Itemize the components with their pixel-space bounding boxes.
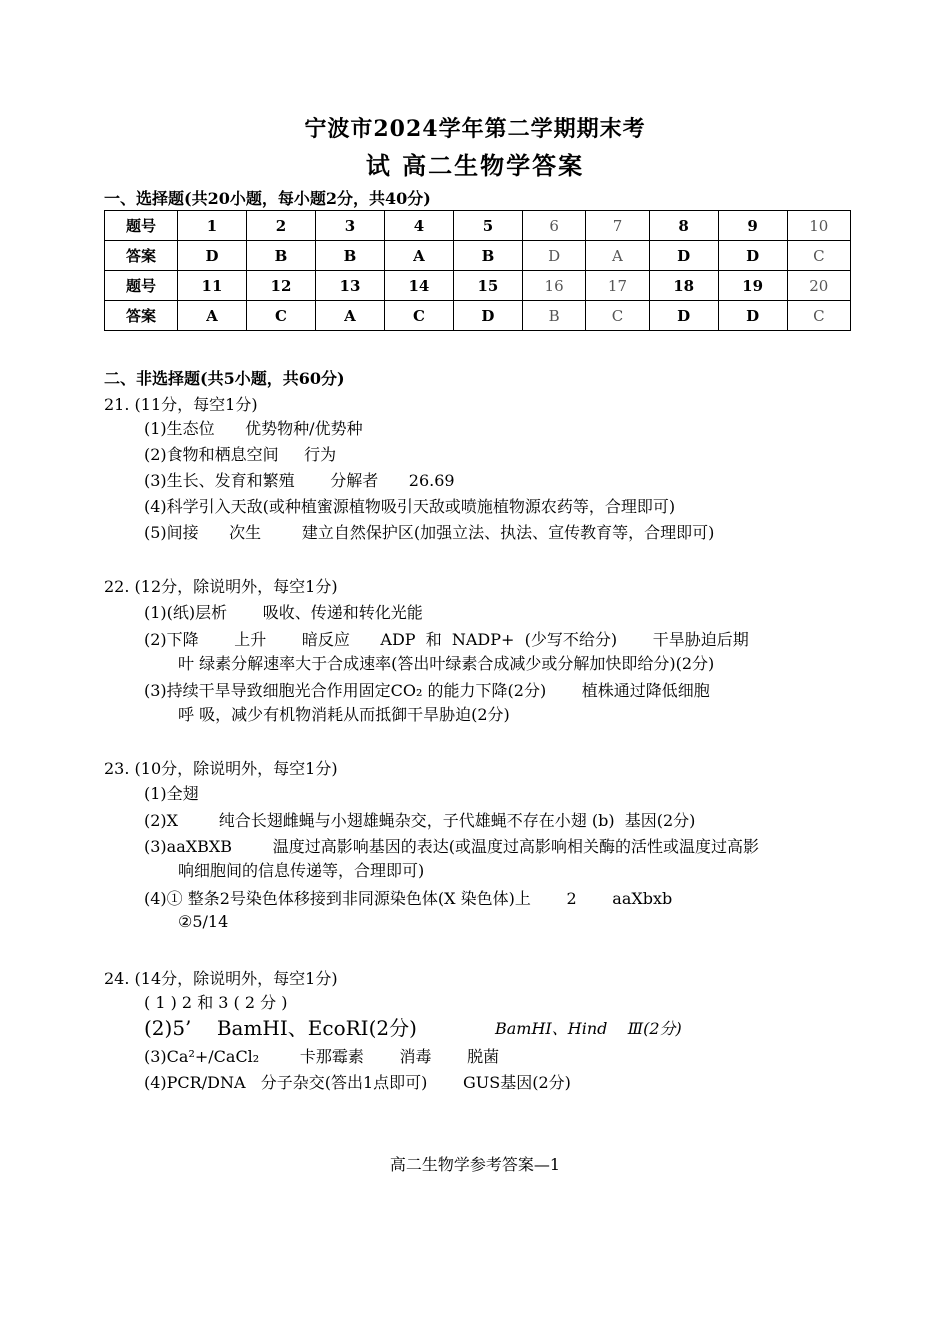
answer-cell: A: [586, 241, 649, 271]
answer-cell: C: [246, 301, 315, 331]
question-number-cell: 12: [246, 271, 315, 301]
q22-line-3: (3)持续干旱导致细胞光合作用固定CO₂ 的能力下降(2分) 植株通过降低细胞: [144, 681, 710, 700]
answer-cell: C: [787, 241, 850, 271]
answer-row-label: 答案: [105, 301, 178, 331]
question-number-cell: 10: [787, 211, 850, 241]
answer-table: [104, 210, 851, 331]
section1-heading: 一、选择题(共20小题，每小题2分，共40分): [104, 189, 431, 208]
answer-cell: D: [718, 241, 787, 271]
q22-line-1: (1)(纸)层析 吸收、传递和转化光能: [144, 603, 423, 622]
q22-heading: 22. (12分，除说明外，每空1分): [104, 577, 338, 596]
q24-line-4: (4)PCR/DNA 分子杂交(答出1点即可) GUS基因(2分): [144, 1073, 571, 1092]
question-number-cell: 20: [787, 271, 850, 301]
q21-line-2: (2)食物和栖息空间 行为: [144, 445, 337, 464]
answer-cell: C: [384, 301, 453, 331]
question-number-cell: 15: [453, 271, 522, 301]
answer-row-label: 答案: [105, 241, 178, 271]
q22-line-2-cont: 叶 绿素分解速率大于合成速率(答出叶绿素合成减少或分解加快即给分)(2分): [178, 654, 715, 673]
answer-cell: D: [178, 241, 247, 271]
answer-cell: D: [649, 241, 718, 271]
answer-cell: A: [178, 301, 247, 331]
question-number-cell: 11: [178, 271, 247, 301]
question-number-row: [105, 211, 851, 241]
answer-cell: B: [522, 301, 585, 331]
answer-cell: C: [586, 301, 649, 331]
q21-line-1: (1)生态位 优势物种/优势种: [144, 419, 363, 438]
page-title-line1: 宁波市2024学年第二学期期末考: [304, 116, 646, 142]
answer-cell: B: [453, 241, 522, 271]
page-footer: 高二生物学参考答案—1: [389, 1155, 561, 1174]
question-number-row-label: 题号: [105, 211, 178, 241]
question-number-cell: 3: [315, 211, 384, 241]
question-number-cell: 19: [718, 271, 787, 301]
answer-cell: A: [315, 301, 384, 331]
question-number-cell: 14: [384, 271, 453, 301]
q24-line-2: (2)5’ BamHI、EcoRI(2分): [144, 1016, 417, 1040]
q23-line-1: (1)全翅: [144, 784, 199, 803]
answer-row: [105, 301, 851, 331]
question-number-cell: 8: [649, 211, 718, 241]
question-number-cell: 16: [522, 271, 585, 301]
question-number-cell: 1: [178, 211, 247, 241]
answer-cell: D: [522, 241, 585, 271]
q24-line-1: ( 1 ) 2 和 3 ( 2 分 ): [144, 993, 288, 1012]
q24-line-2-extra: BamHI、Hind Ⅲ(2分): [495, 1019, 682, 1038]
answer-cell: D: [718, 301, 787, 331]
q21-heading: 21. (11分，每空1分): [104, 395, 258, 414]
q23-line-4: (4)① 整条2号染色体移接到非同源染色体(X 染色体)上 2 aaXbxb: [144, 889, 673, 908]
answer-cell: D: [649, 301, 718, 331]
q21-line-4: (4)科学引入天敌(或种植蜜源植物吸引天敌或喷施植物源农药等，合理即可): [144, 497, 676, 516]
q23-heading: 23. (10分，除说明外，每空1分): [104, 759, 338, 778]
q21-line-5: (5)间接 次生 建立自然保护区(加强立法、执法、宣传教育等，合理即可): [144, 523, 715, 542]
question-number-cell: 17: [586, 271, 649, 301]
question-number-cell: 2: [246, 211, 315, 241]
question-number-row-label: 题号: [105, 271, 178, 301]
question-number-cell: 4: [384, 211, 453, 241]
question-number-cell: 5: [453, 211, 522, 241]
q23-line-4-cont: ②5/14: [178, 912, 229, 931]
q23-line-3-cont: 响细胞间的信息传递等，合理即可): [178, 861, 425, 880]
answer-cell: A: [384, 241, 453, 271]
question-number-cell: 18: [649, 271, 718, 301]
q22-line-2: (2)下降 上升 暗反应 ADP 和 NADP+ (少写不给分) 干旱胁迫后期: [144, 630, 749, 649]
question-number-cell: 13: [315, 271, 384, 301]
q21-line-3: (3)生长、发育和繁殖 分解者 26.69: [144, 471, 455, 490]
section2-heading: 二、非选择题(共5小题，共60分): [104, 369, 345, 388]
q23-line-3: (3)aaXBXB 温度过高影响基因的表达(或温度过高影响相关酶的活性或温度过高影: [144, 837, 759, 856]
q22-line-3-cont: 呼 吸，减少有机物消耗从而抵御干旱胁迫(2分): [178, 705, 510, 724]
answer-row: [105, 241, 851, 271]
q24-heading: 24. (14分，除说明外，每空1分): [104, 969, 338, 988]
page-title-line2: 试 高二生物学答案: [365, 151, 585, 180]
q23-line-2: (2)X 纯合长翅雌蝇与小翅雄蝇杂交，子代雄蝇不存在小翅 (b) 基因(2分): [144, 811, 696, 830]
question-number-cell: 9: [718, 211, 787, 241]
question-number-row: [105, 271, 851, 301]
question-number-cell: 7: [586, 211, 649, 241]
question-number-cell: 6: [522, 211, 585, 241]
answer-cell: D: [453, 301, 522, 331]
answer-cell: C: [787, 301, 850, 331]
q24-line-3: (3)Ca²+/CaCl₂ 卡那霉素 消毒 脱菌: [144, 1047, 500, 1066]
answer-cell: B: [246, 241, 315, 271]
answer-cell: B: [315, 241, 384, 271]
